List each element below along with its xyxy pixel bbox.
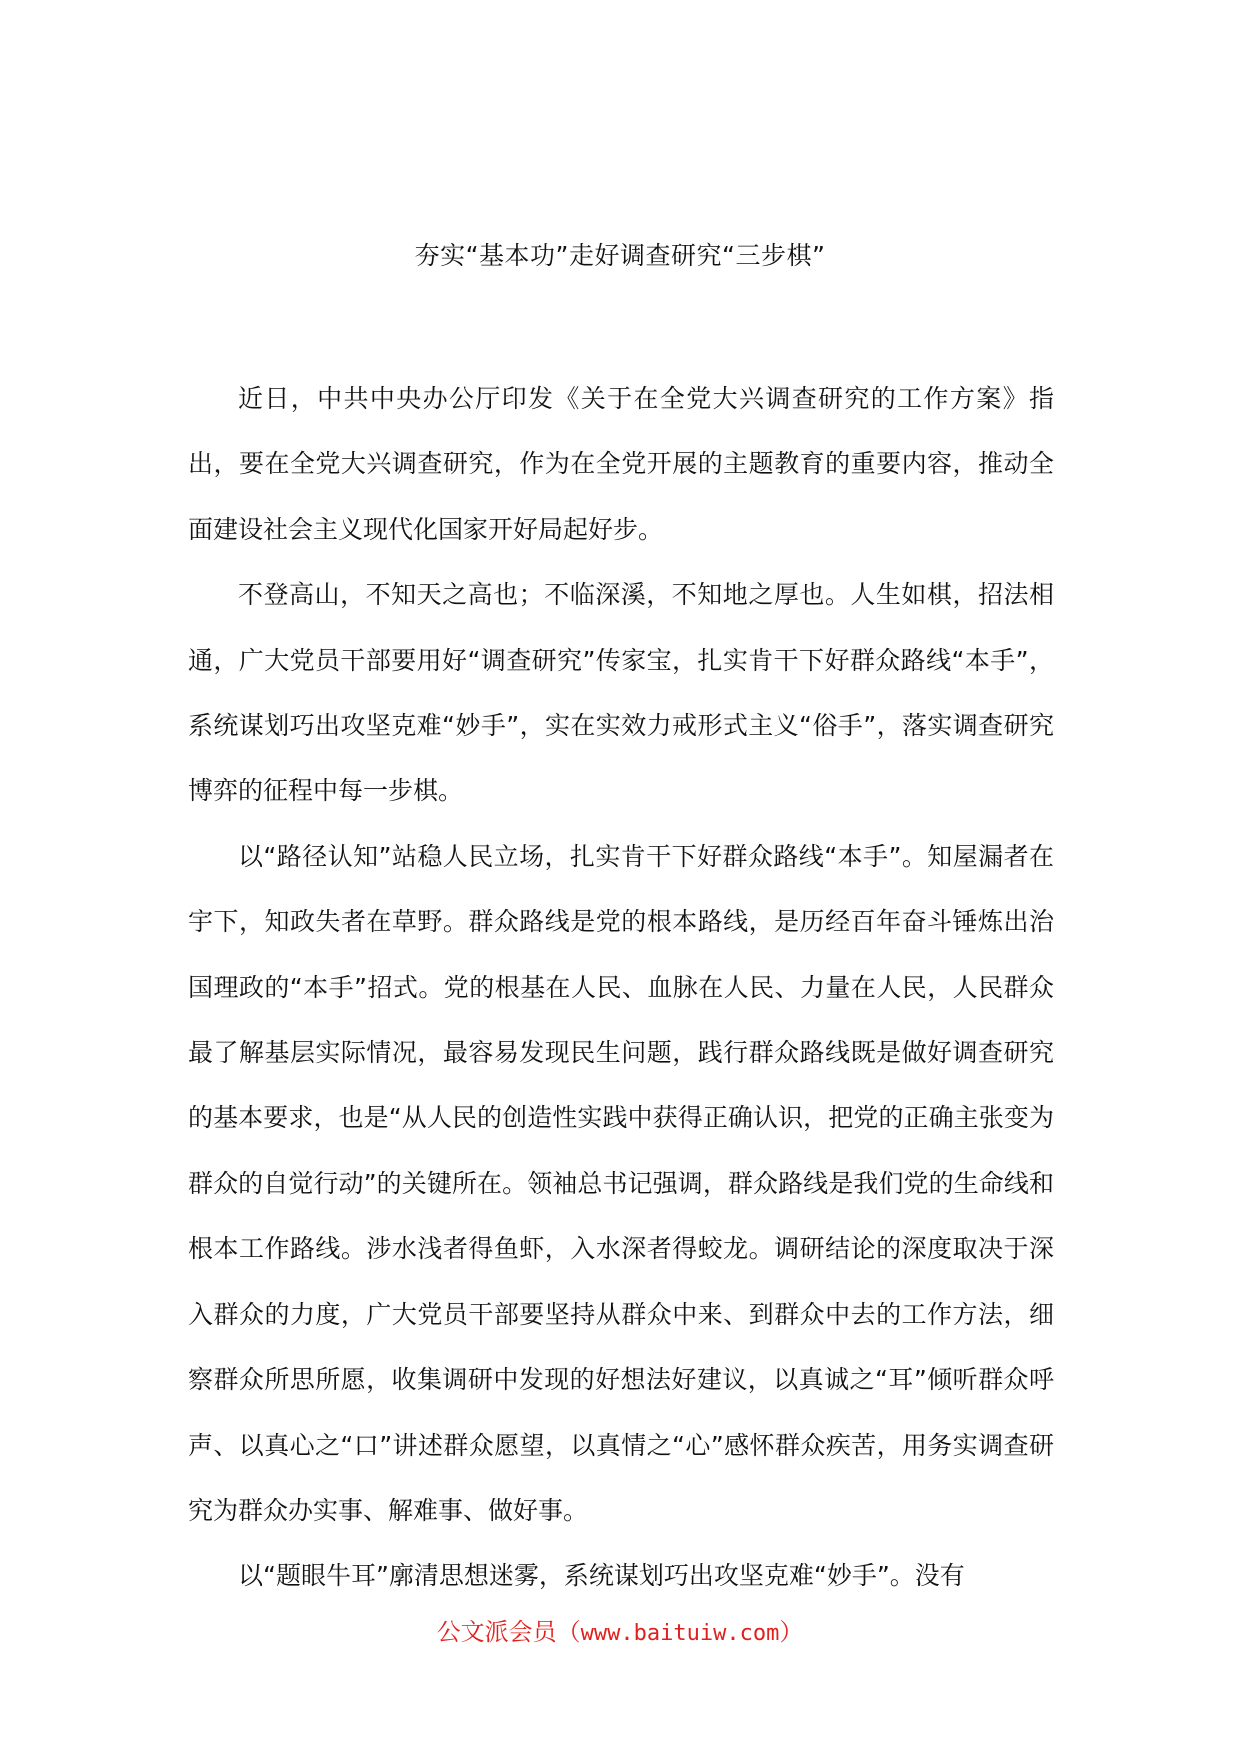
footer-close-paren: ） bbox=[779, 1618, 804, 1646]
footer-watermark bbox=[0, 1612, 1240, 1654]
document-title: 夯实“基本功”走好调查研究“三步棋” bbox=[414, 241, 826, 270]
paragraph-1: 近日，中共中央办公厅印发《关于在全党大兴调查研究的工作方案》指出，要在全党大兴调查研究，作为在全党开展的主题教育的重要内容，推动全面建设社会主义现代化国家开好局起好步。 bbox=[188, 384, 1054, 544]
document-body bbox=[188, 366, 1054, 1609]
paragraph-4: 以“题眼牛耳”廓清思想迷雾，系统谋划巧出攻坚克难“妙手”。没有 bbox=[238, 1561, 965, 1591]
footer-open-paren: （ bbox=[556, 1618, 581, 1646]
footer-brand: 公文派会员 bbox=[436, 1618, 557, 1646]
footer-url[interactable]: www.baituiw.com bbox=[580, 1621, 780, 1646]
paragraph-3: 以“路径认知”站稳人民立场，扎实肯干下好群众路线“本手”。知屋漏者在宇下，知政失者在草野。群众路线是党的根本路线，是历经百年奋斗锤炼出治国理政的“本手”招式。党的根基在人民、血脉在人民、力量在人民，人民群众最了解基层实际情况，最容易发现民生问题，践行群众路线既是做好调查研究的基本要求，也是“从人民的创造性实践中获得正确认识，把党的正确主张变为群众的自觉行动”的关键所在。领袖总书记强调，群众路线是我们党的生命线和根本工作路线。涉水浅者得鱼虾，入水深者得蛟龙。调研结论的深度取决于深入群众的力度，广大党员干部要坚持从群众中来、到群众中去的工作方法，细察群众所思所愿，收集调研中发现的好想法好建议，以真诚之“耳”倾听群众呼声、以真心之“口”讲述群众愿望，以真情之“心”感怀群众疾苦，用务实调查研究为群众办实事、解难事、做好事。 bbox=[188, 841, 1054, 1525]
paragraph-2: 不登高山，不知天之高也；不临深溪，不知地之厚也。人生如棋，招法相通，广大党员干部要用好“调查研究”传家宝，扎实肯干下好群众路线“本手”，系统谋划巧出攻坚克难“妙手”，实在实效力戒形式主义“俗手”，落实调查研究博弈的征程中每一步棋。 bbox=[188, 580, 1054, 806]
